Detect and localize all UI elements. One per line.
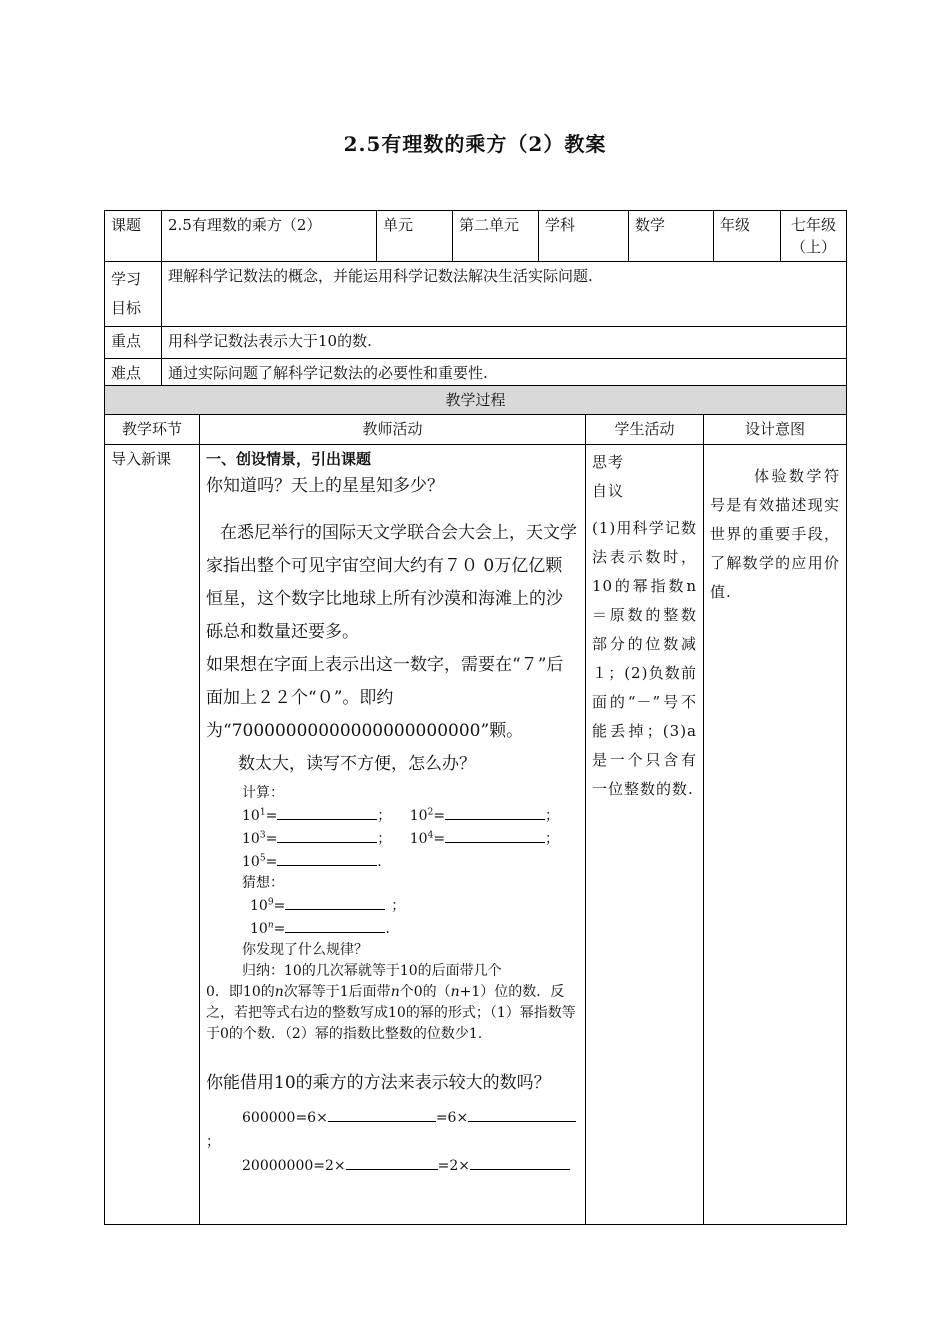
summary-paragraph: 归纳：10的几次幂就等于10的后面带几个 0．即10的n次幂等于1后面带n个0的（n+1）位的数．反之，若把等式右边的整数写成10的幂的形式；（1）幂指数等于0的个数．（2）幂的指数比整数的位数少1. — [206, 963, 576, 1042]
example-1: 600000=6× =6× — [242, 1106, 579, 1130]
column-teacher: 教师活动 — [200, 415, 586, 445]
guess-label: 猜想： — [242, 875, 284, 891]
question-power: 你能借用10的乘方的方法来表示较大的数吗？ — [206, 1073, 551, 1093]
unit-value: 第二单元 — [453, 211, 539, 262]
goal-label: 学习目标 — [105, 262, 162, 327]
goal-value: 理解科学记数法的概念，并能运用科学记数法解决生活实际问题. — [162, 262, 847, 327]
key-value: 用科学记数法表示大于10的数. — [162, 327, 847, 359]
paragraph-sydney: 在悉尼举行的国际天文学联合会大会上，天文学家指出整个可见宇宙空间大约有７０ 0万亿亿颗恒星，这个数字比地球上所有沙漠和海滩上的沙砾总和数量还要多。 — [206, 523, 577, 642]
student-discuss: 自议 — [592, 482, 625, 500]
process-header: 教学过程 — [105, 386, 847, 415]
topic-label: 课题 — [105, 211, 162, 262]
calc-row-2: $10^3=$ ； $10^4=$ ； — [242, 827, 579, 850]
difficulty-label: 难点 — [105, 359, 162, 391]
blank[interactable] — [346, 1154, 438, 1170]
paragraph-number: 如果想在字面上表示出这一数字，需要在“７”后面加上２２个“０”。即约为“70000000000000000000000”颗。 — [206, 655, 564, 741]
student-notes: (1)用科学记数法表示数时，10的幂指数n＝原数的整数部分的位数减１；(2)负数前面的“－”号不能丢掉；(3)a是一个只含有一位整数的数. — [592, 519, 697, 798]
blank[interactable] — [445, 827, 545, 843]
calc-row-1: $10^1=$ ； $10^2=$ ； — [242, 804, 579, 827]
blank[interactable] — [445, 804, 545, 820]
intent-text: 体验数学符号是有效描述现实世界的重要手段，了解数学的应用价值. — [710, 467, 841, 601]
process-table — [104, 385, 847, 1225]
calc-label: 计算： — [242, 785, 284, 801]
unit-label: 单元 — [377, 211, 453, 262]
blank[interactable] — [328, 1106, 436, 1122]
grade-value: 七年级（上） — [781, 211, 847, 262]
grade-label: 年级 — [714, 211, 781, 262]
column-student: 学生活动 — [586, 415, 704, 445]
blank[interactable] — [285, 894, 385, 910]
info-table — [104, 210, 847, 391]
teacher-activity — [200, 445, 586, 1225]
student-activity — [586, 445, 704, 1225]
example-2: 20000000=2× =2× — [242, 1154, 579, 1178]
design-intent — [704, 445, 847, 1225]
example-1-end: ； — [206, 1134, 220, 1150]
guess-row-1: $10^9=$ ； — [242, 894, 579, 917]
subject-label: 学科 — [539, 211, 629, 262]
blank[interactable] — [277, 850, 377, 866]
column-intent: 设计意图 — [704, 415, 847, 445]
calc-row-3: $10^5=$ . — [242, 850, 579, 873]
difficulty-value: 通过实际问题了解科学记数法的必要性和重要性. — [162, 359, 847, 391]
key-label: 重点 — [105, 327, 162, 359]
column-stage: 教学环节 — [105, 415, 200, 445]
blank[interactable] — [277, 827, 377, 843]
question-stars: 你知道吗？天上的星星知多少？ — [206, 476, 444, 496]
student-think: 思考 — [592, 453, 625, 471]
blank[interactable] — [468, 1106, 576, 1122]
paragraph-question: 数太大，读写不方便，怎么办？ — [238, 754, 476, 774]
example-block — [206, 1106, 579, 1178]
blank[interactable] — [277, 804, 377, 820]
topic-value: 2.5有理数的乘方（2） — [162, 211, 377, 262]
question-pattern: 你发现了什么规律？ — [242, 942, 368, 958]
blank[interactable] — [285, 917, 385, 933]
blank[interactable] — [470, 1154, 570, 1170]
guess-row-2: $10^n=$ . — [242, 917, 579, 940]
page-title: 2.5有理数的乘方（2）教案 — [343, 132, 607, 156]
subject-value: 数学 — [629, 211, 714, 262]
calc-block — [206, 783, 579, 961]
section-heading: 一、创设情景，引出课题 — [206, 450, 372, 468]
stage-cell: 导入新课 — [105, 445, 200, 1225]
